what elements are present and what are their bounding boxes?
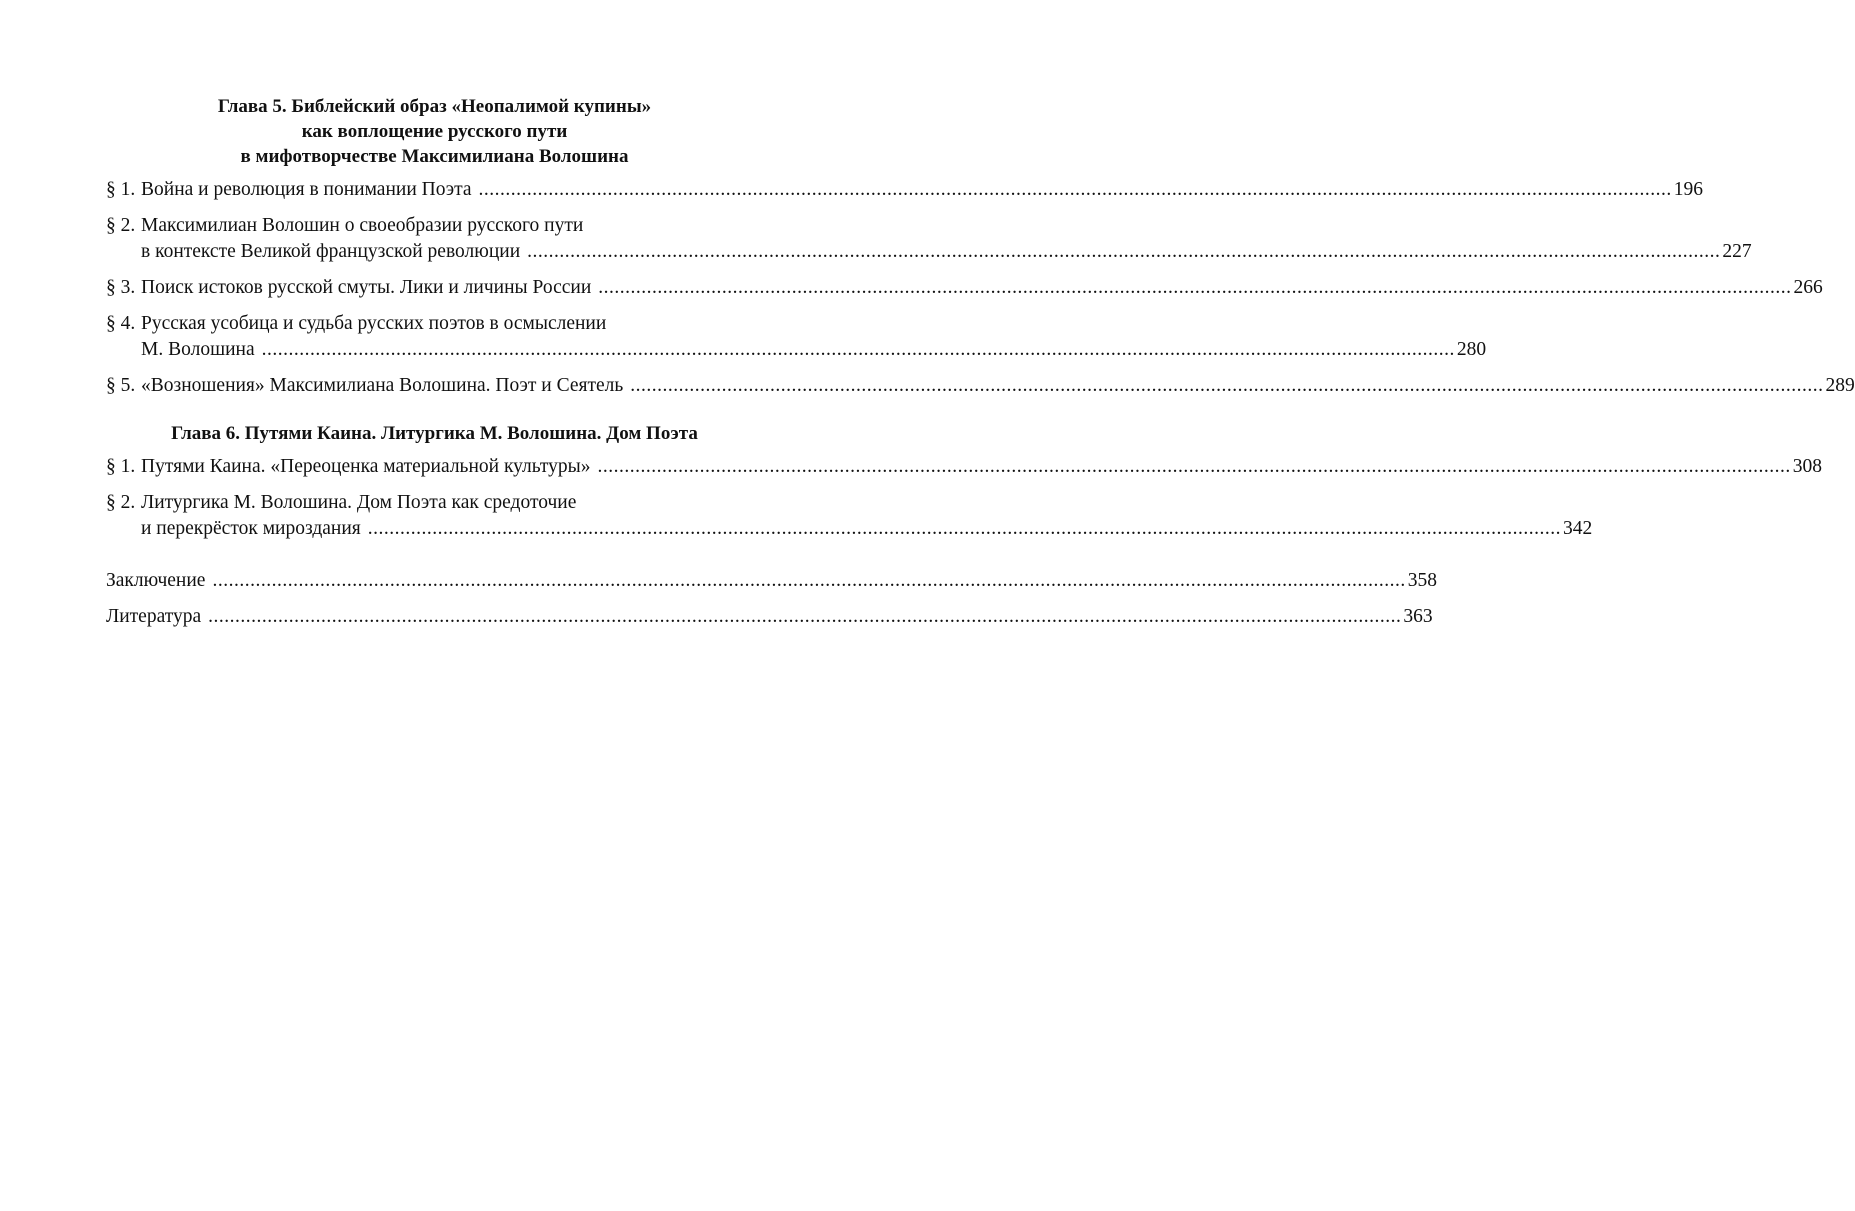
chapter-5-title-line: Глава 5. Библейский образ «Неопалимой купины»	[217, 96, 652, 117]
dot-leader: ..............................................................................................................................................................................................................................	[212, 570, 1406, 591]
dot-leader: ..............................................................................................................................................................................................................................	[598, 277, 1792, 298]
back-matter-title: Литература	[106, 606, 202, 627]
toc-entry-row	[106, 239, 1752, 265]
section-title: Максимилиан Волошин о своеобразии русского пути	[141, 215, 584, 236]
page-number: 227	[1722, 241, 1752, 262]
dot-leader: ..............................................................................................................................................................................................................................	[597, 456, 1791, 477]
section-number: § 1.	[106, 456, 136, 477]
section-number: § 3.	[106, 277, 136, 298]
dot-leader: ..............................................................................................................................................................................................................................	[630, 375, 1824, 396]
section-title-continued: М. Волошина	[141, 339, 255, 360]
toc-entry-literature	[106, 604, 1433, 630]
toc-entry	[106, 213, 1752, 265]
section-number: § 5.	[106, 375, 136, 396]
toc-entry-row	[106, 337, 1487, 363]
toc-entry	[106, 177, 1703, 203]
toc-entry	[106, 275, 1823, 301]
toc-entry-row	[106, 490, 763, 516]
page-number: 280	[1456, 339, 1487, 360]
toc-entry	[106, 490, 1593, 542]
back-matter-title: Заключение	[106, 570, 206, 591]
toc-entry-row	[106, 275, 1823, 301]
dot-leader: ..............................................................................................................................................................................................................................	[208, 606, 1402, 627]
dot-leader: ..............................................................................................................................................................................................................................	[367, 518, 1561, 539]
section-title: Русская усобица и судьба русских поэтов в осмыслении	[141, 313, 607, 334]
section-number: § 2.	[106, 215, 136, 236]
section-title: Литургика М. Волошина. Дом Поэта как средоточие	[141, 492, 577, 513]
toc-entry-row	[106, 516, 1593, 542]
chapter-6-title	[106, 421, 763, 446]
toc-entry-row	[106, 454, 1823, 480]
page-number: 342	[1563, 518, 1593, 539]
page-number: 363	[1403, 606, 1433, 627]
section-title: Путями Каина. «Переоценка материальной культуры»	[141, 456, 591, 477]
page-number: 289	[1825, 375, 1855, 396]
toc-entry	[106, 311, 1487, 363]
section-number: § 4.	[106, 313, 136, 334]
section-title-continued: и перекрёсток мироздания	[141, 518, 361, 539]
section-title-continued: в контексте Великой французской революции	[141, 241, 521, 262]
dot-leader: ..............................................................................................................................................................................................................................	[527, 241, 1721, 262]
dot-leader: ..............................................................................................................................................................................................................................	[478, 179, 1672, 200]
page-number: 358	[1407, 570, 1437, 591]
toc-entry-row	[106, 568, 1437, 594]
section-title: Поиск истоков русской смуты. Лики и личины России	[141, 277, 592, 298]
section-title: «Возношения» Максимилиана Волошина. Поэт и Сеятель	[141, 375, 624, 396]
dot-leader: ..............................................................................................................................................................................................................................	[261, 339, 1455, 360]
page-number: 266	[1793, 277, 1823, 298]
section-number: § 2.	[106, 492, 136, 513]
toc-entry-conclusion	[106, 568, 1437, 594]
toc-entry-row	[106, 177, 1703, 203]
toc-entry-row	[106, 311, 763, 337]
toc-entry	[106, 454, 1823, 480]
toc-entry-row	[106, 604, 1433, 630]
page-number: 308	[1792, 456, 1823, 477]
section-title: Война и революция в понимании Поэта	[141, 179, 472, 200]
toc-entry-row	[106, 213, 763, 239]
page-number: 196	[1673, 179, 1703, 200]
toc-entry-row	[106, 373, 1855, 399]
table-of-contents	[106, 94, 1855, 630]
chapter-6-title-line: Глава 6. Путями Каина. Литургика М. Волошина. Дом Поэта	[171, 423, 698, 444]
chapter-5-title	[106, 94, 763, 169]
section-number: § 1.	[106, 179, 136, 200]
chapter-5-title-line: как воплощение русского пути	[301, 121, 568, 142]
toc-entry	[106, 373, 1855, 399]
chapter-5-title-line: в мифотворчестве Максимилиана Волошина	[240, 146, 629, 167]
